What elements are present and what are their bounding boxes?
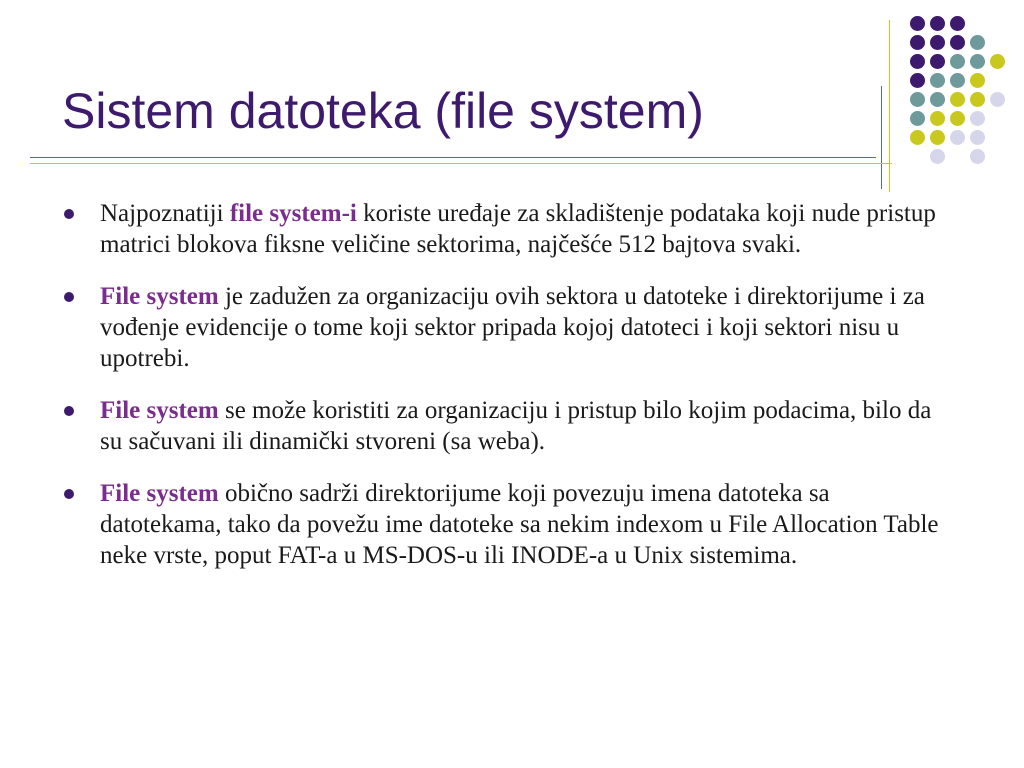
decor-horizontal-line	[30, 163, 892, 164]
decor-dot	[930, 92, 945, 107]
bullet-dot-icon	[64, 406, 74, 416]
bullet-item	[62, 281, 952, 374]
bullet-dot-icon	[64, 292, 74, 302]
bullet-text-post: je zadužen za organizaciju ovih sektora u datoteke i direktorijume i za vođenje evidencije o tome koji sektor pripada kojoj datoteci i koji sektori nisu u upotrebi.	[100, 283, 925, 372]
bullet-dot-icon	[64, 209, 74, 219]
bullet-highlight: File system	[100, 283, 219, 310]
decor-dot	[910, 130, 925, 145]
decor-dot	[930, 73, 945, 88]
bullet-item	[62, 395, 952, 457]
decor-dot	[970, 130, 985, 145]
slide-title: Sistem datoteka (file system)	[62, 83, 704, 139]
bullet-text-post: koriste uređaje za skladištenje podataka koji nude pristup matrici blokova fiksne veličine sektorima, najčešće 512 bajtova svaki.	[100, 200, 936, 258]
decor-vertical-line	[889, 20, 890, 192]
decor-dot	[910, 111, 925, 126]
bullet-item	[62, 478, 952, 571]
bullet-highlight: File system	[100, 480, 219, 507]
decor-dot	[910, 92, 925, 107]
decor-dot	[970, 111, 985, 126]
decor-dot	[970, 73, 985, 88]
decor-dot	[930, 35, 945, 50]
decor-vertical-line	[881, 86, 882, 189]
decor-dot	[950, 111, 965, 126]
bullet-list	[62, 198, 952, 592]
decor-dot	[910, 35, 925, 50]
decor-dot	[950, 92, 965, 107]
bullet-text-post: se može koristiti za organizaciju i pristup bilo kojim podacima, bilo da su sačuvani ili dinamički stvoreni (sa weba).	[100, 397, 932, 455]
decor-dot	[950, 54, 965, 69]
decor-dot	[970, 149, 985, 164]
decor-dot	[930, 149, 945, 164]
bullet-highlight: File system	[100, 397, 219, 424]
decor-dot	[910, 54, 925, 69]
decor-dot	[950, 35, 965, 50]
decor-dot	[970, 92, 985, 107]
decor-dot	[990, 54, 1005, 69]
bullet-dot-icon	[64, 489, 74, 499]
decor-horizontal-line	[30, 157, 876, 158]
decor-dot	[930, 54, 945, 69]
bullet-text-pre: Najpoznatiji	[100, 200, 230, 227]
decor-dot	[910, 73, 925, 88]
bullet-highlight: file system-i	[229, 200, 357, 227]
decor-dot	[910, 16, 925, 31]
decor-dot	[990, 92, 1005, 107]
decor-dot	[950, 73, 965, 88]
bullet-item	[62, 198, 952, 260]
decor-dot	[970, 35, 985, 50]
decor-dot	[930, 111, 945, 126]
decor-dot	[930, 16, 945, 31]
decor-dot	[950, 16, 965, 31]
decor-dot	[950, 130, 965, 145]
decor-dot	[970, 54, 985, 69]
decor-dot	[930, 130, 945, 145]
bullet-text-post: obično sadrži direktorijume koji povezuju imena datoteka sa datotekama, tako da povežu ime datoteke sa nekim indexom u File Allocation Table neke vrste, poput FAT-a u MS-DOS-u ili INODE-a u Unix sistemima.	[100, 480, 939, 569]
